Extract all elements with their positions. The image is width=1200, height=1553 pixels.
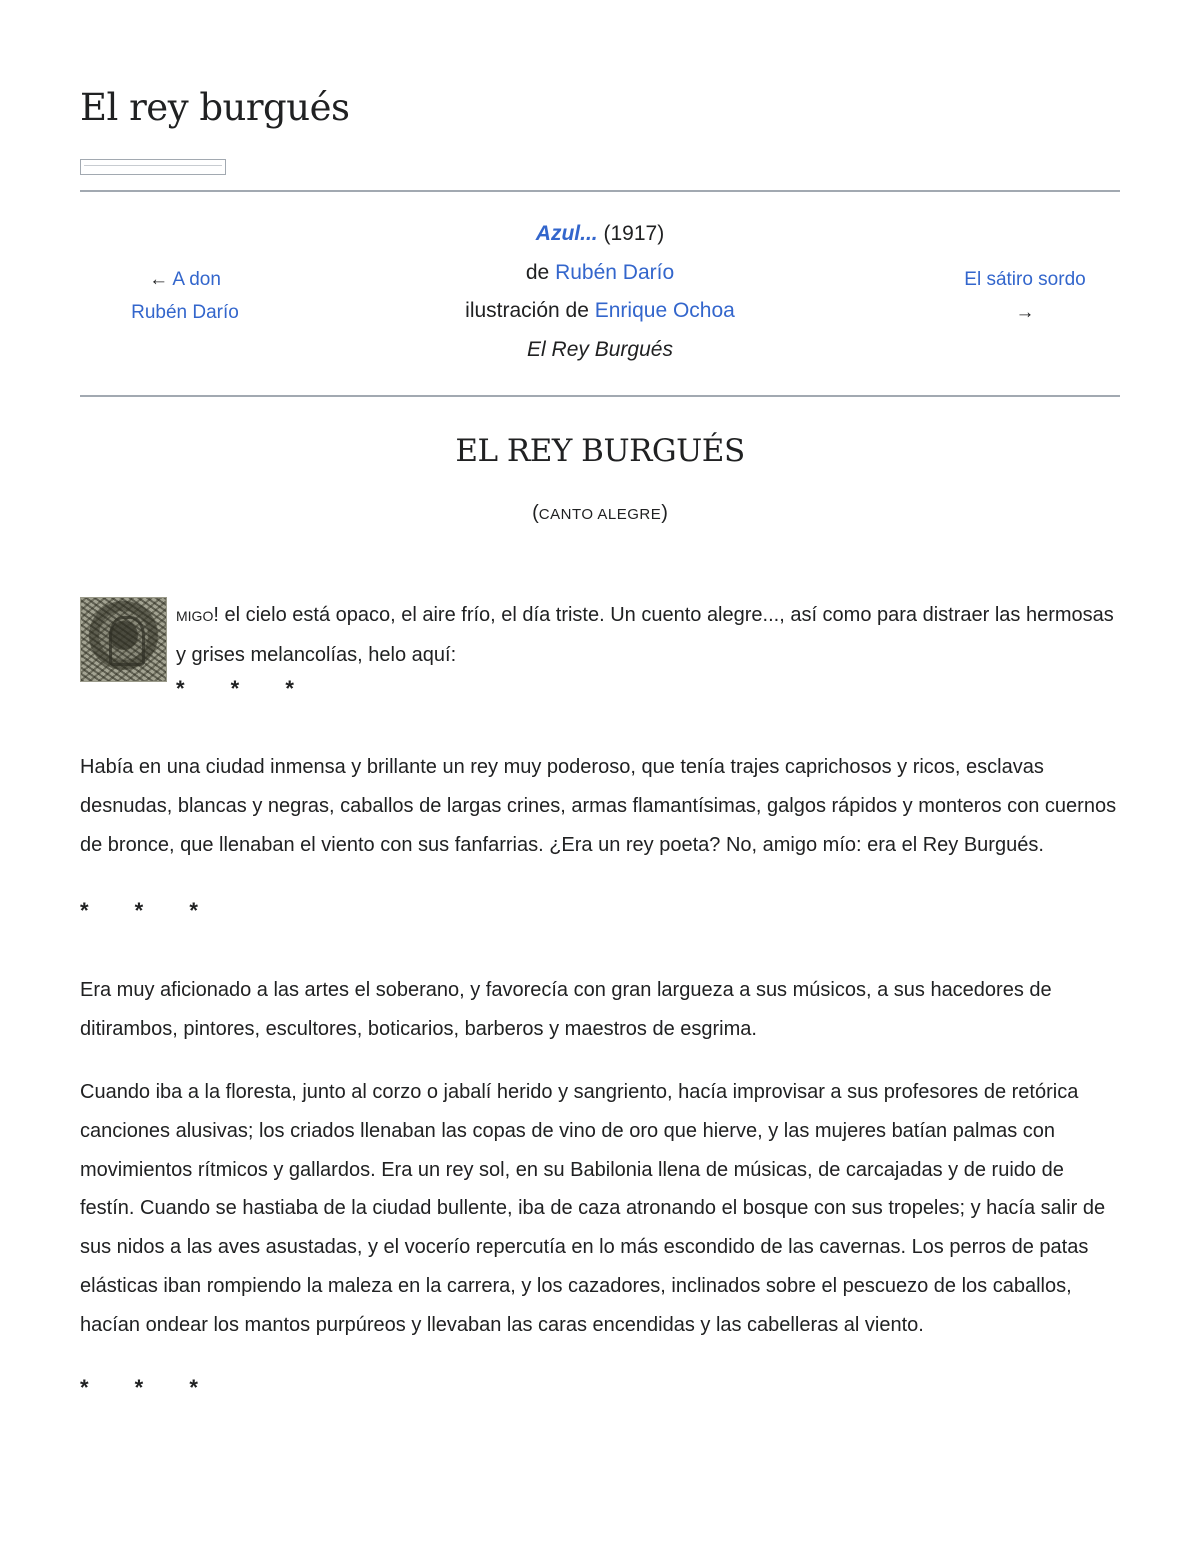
opening-paragraph (176, 596, 1120, 674)
chapter-title: El Rey Burgués (527, 337, 673, 361)
next-chapter-link[interactable]: El sátiro sordo (964, 269, 1086, 290)
illustrator-prefix: ilustración de (465, 299, 589, 322)
section-break-stars: * * * (80, 898, 198, 923)
section-break-stars: * * * (176, 676, 294, 701)
section-break-stars: * * * (80, 1375, 198, 1400)
subtitle-text: CANTO ALEGRE (538, 506, 662, 523)
header-divider-top (80, 190, 1120, 192)
illustrator-line (370, 292, 830, 331)
author-line (370, 254, 830, 293)
section-subtitle: (CANTO ALEGRE) (532, 502, 668, 524)
paragraph: Cuando iba a la floresta, junto al corzo o jabalí herido y sangriento, hacía improvisar a sus profesores de retórica canciones alusivas; los criados llenaban las copas de vino de oro que hierve, y las mujeres batían palmas con movimientos rítmicos y gallardos. Era un rey sol, en su Babilonia llena de músicas, de carcajadas y de ruido de festín. Cuando se hastiaba de la ciudad bullente, iba de caza atronando el bosque con sus tropeles; y hacía salir de sus nidos a las aves asustadas, y el vocerío repercutía en lo más escondido de las cavernas. Los perros de patas elásticas iban rompiendo la maleza en la carrera, y los cazadores, inclinados sobre el pescuezo de los caballos, hacían ondear los mantos purpúreos y llevaban las caras encendidas y las cabelleras al viento. (80, 1081, 1106, 1336)
work-title-line (370, 215, 830, 254)
paragraph: Había en una ciudad inmensa y brillante un rey muy poderoso, que tenía trajes caprichosos y ricos, esclavas desnudas, blancas y negras, caballos de largas crines, armas flamantísimas, galgos rápidos y monteros con cuernos de bronce, que llenaban el viento con sus fanfarrias. ¿Era un rey poeta? No, amigo mío: era el Rey Burgués. (80, 756, 1117, 856)
prev-chapter (120, 263, 250, 329)
header-divider-bottom (80, 395, 1120, 397)
author-link[interactable]: Rubén Darío (555, 260, 675, 284)
author-prefix: de (525, 260, 550, 284)
work-title-link[interactable]: Azul... (535, 222, 598, 245)
language-selector[interactable] (80, 159, 226, 175)
work-year: (1917) (603, 222, 665, 245)
paragraph: Era muy aficionado a las artes el soberano, y favorecía con gran largueza a sus músicos, a sus hacedores de ditirambos, pintores, escultores, boticarios, barberos y maestros de esgrima. (80, 979, 1052, 1040)
right-arrow-icon: → (1015, 302, 1035, 323)
illustrator-link[interactable]: Enrique Ochoa (594, 299, 735, 322)
smallcaps-word: MIGO (176, 608, 214, 624)
next-chapter (950, 263, 1100, 329)
prev-chapter-link[interactable]: A don Rubén Darío (131, 269, 239, 323)
header-notice (80, 215, 1120, 385)
work-info (370, 215, 830, 369)
opening-text: ! el cielo está opaco, el aire frío, el día triste. Un cuento alegre..., así como para distraer las hermosas y grises melancolías, helo aquí: (176, 604, 1114, 666)
page-title: El rey burgués (80, 86, 350, 129)
left-arrow-icon: ← (149, 269, 169, 290)
section-title: EL REY BURGUÉS (455, 433, 745, 469)
dropcap-image (80, 597, 167, 682)
